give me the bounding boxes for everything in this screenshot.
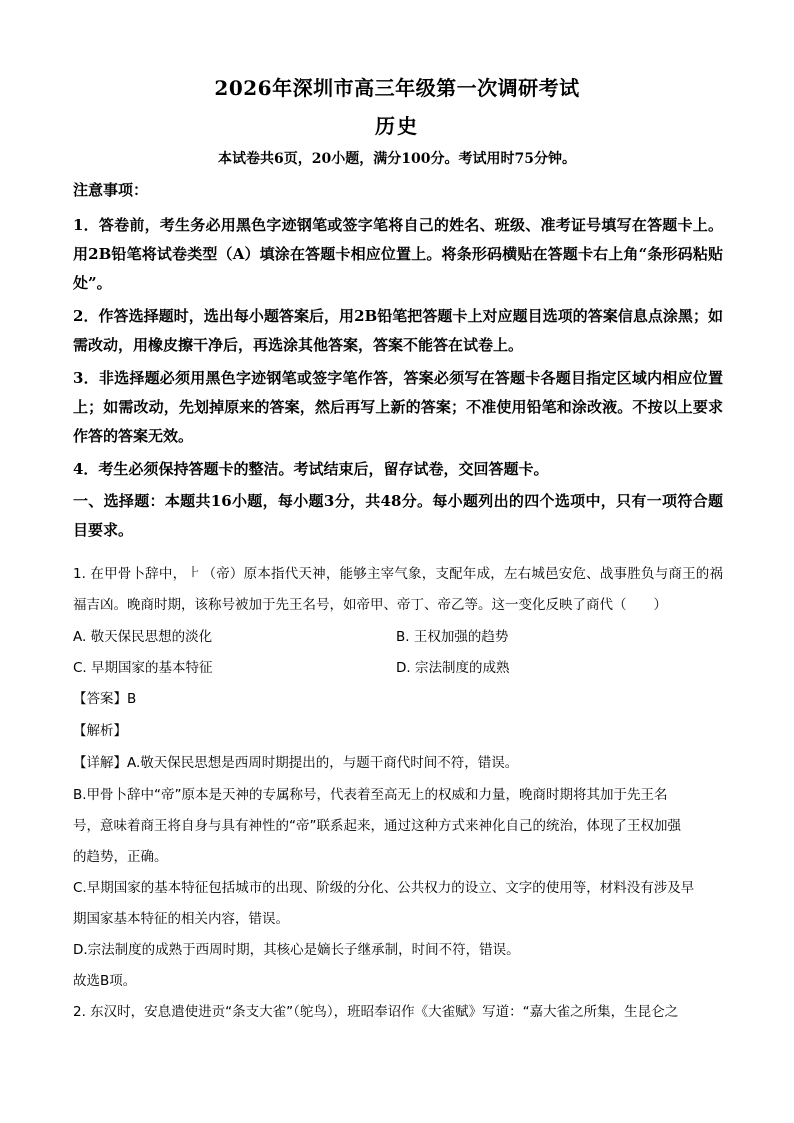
answer-line (73, 684, 723, 715)
detail-line-5: C.早期国家的基本特征包括城市的出现、阶级的分化、公共权力的设立、文字的使用等，材料没有涉及早 (73, 880, 695, 896)
notice-item-4: 4．考生必须保持答题卡的整洁。考试结束后，留存试卷，交回答题卡。 (73, 460, 549, 478)
subject-title: 历史 (375, 114, 419, 138)
question-1-stem-rest: （帝）原本指代天神，能够主宰气象，支配年成，左右城邑安危、战事胜负与商王的祸福吉凶。晚商时期，该称号被加于先王名号，如帝甲、帝丁、帝乙等。这一变化反映了商代（ ） (73, 566, 724, 613)
notice-item-2: 2．作答选择题时，选出每小题答案后，用2B铅笔把答题卡上对应题目选项的答案信息点涂黑；如需改动，用橡皮擦干净后，再选涂其他答案，答案不能答在试卷上。 (73, 307, 723, 354)
section-heading: 一、选择题：本题共16小题，每小题3分，共48分。每小题列出的四个选项中，只有一项符合题目要求。 (73, 492, 723, 539)
option-c: C. 早期国家的基本特征 (73, 660, 213, 676)
exam-info: 本试卷共6页，20小题，满分100分。考试用时75分钟。 (218, 151, 576, 167)
notice-heading: 注意事项： (73, 181, 149, 199)
option-d: D. 宗法制度的成熟 (396, 660, 510, 676)
detail-line-3: 号，意味着商王将自身与具有神性的“帝”联系起来，通过这种方式来神化自己的统治，体现了王权加强 (73, 818, 681, 834)
question-1-stem-start: 1. 在甲骨卜辞中， (73, 566, 187, 582)
exam-title: 2026年深圳市高三年级第一次调研考试 (214, 76, 580, 100)
detail-line-4: 的趋势，正确。 (73, 849, 168, 865)
analysis-label: 【解析】 (73, 723, 127, 739)
detail-line-7: D.宗法制度的成熟于西周时期，其核心是嫡长子继承制，时间不符，错误。 (73, 942, 520, 958)
option-a: A. 敬天保民思想的淡化 (73, 629, 213, 645)
detail-line-2: B.甲骨卜辞中“帝”原本是天神的专属称号，代表着至高无上的权威和力量，晚商时期将其加于先王名 (73, 787, 668, 803)
notice-item-1: 1．答卷前，考生务必用黑色字迹钢笔或签字笔将自己的姓名、班级、准考证号填写在答题卡上。用2B铅笔将试卷类型（A）填涂在答题卡相应位置上。将条形码横贴在答题卡右上角“条形码粘贴处”。 (73, 216, 723, 292)
oracle-di-glyph-icon: ⺊ (188, 565, 201, 579)
notice-item-3: 3．非选择题必须用黑色字迹钢笔或签字笔作答，答案必须写在答题卡各题目指定区域内相应位置上；如需改动，先划掉原来的答案，然后再写上新的答案；不准使用铅笔和涂改液。不按以上要求作答的答案无效。 (73, 369, 723, 445)
detail-line-1: 【详解】A.敬天保民思想是西周时期提出的，与题干商代时间不符，错误。 (73, 755, 519, 771)
question-1-stem (73, 557, 723, 621)
detail-line-8: 故选B项。 (73, 973, 137, 989)
option-b: B. 王权加强的趋势 (396, 629, 509, 645)
answer-label: 【答案】 (73, 691, 127, 707)
question-2-stem: 2. 东汉时，安息遣使进贡“条支大雀”（鸵鸟），班昭奉诏作《大雀赋》写道：“嘉大雀之所集，生昆仑之 (73, 1004, 679, 1020)
detail-line-6: 期国家基本特征的相关内容，错误。 (73, 911, 289, 927)
answer-value: B (127, 691, 137, 707)
